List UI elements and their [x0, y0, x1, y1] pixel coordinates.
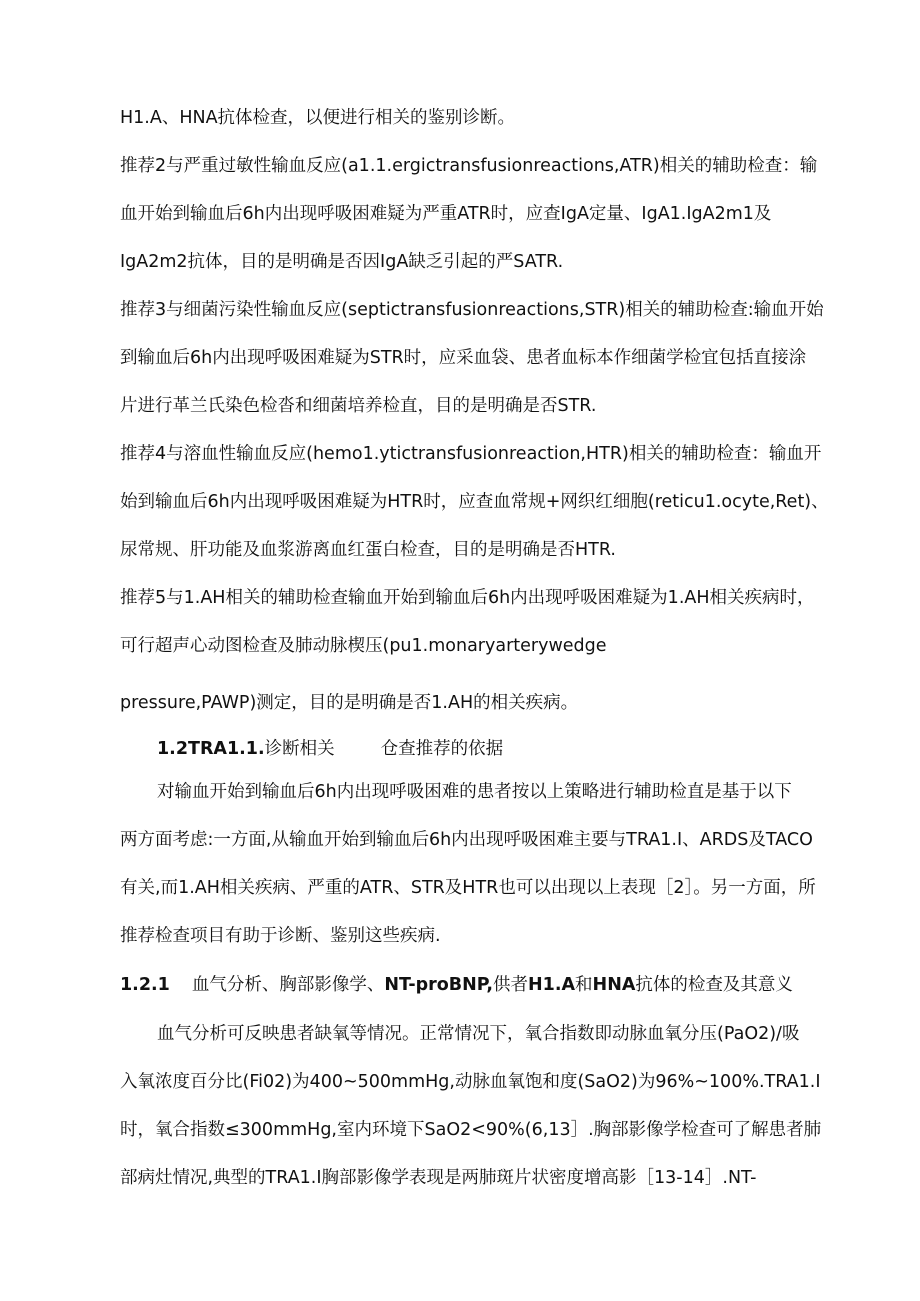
- paragraph-line: 血气分析可反映患者缺氧等情况。正常情况下，氧合指数即动脉血氧分压(PaO2)/吸: [157, 1024, 800, 1044]
- paragraph-line: 有关,而1.AH相关疾病、严重的ATR、STR及HTR也可以出现以上表现［2］。另一方面，所: [120, 878, 816, 898]
- paragraph-line: 部病灶情况,典型的TRA1.I胸部影像学表现是两肺斑片状密度增高影［13-14］.NT-: [120, 1168, 757, 1188]
- subsection-title-part: NT-proBNP,: [384, 975, 494, 995]
- paragraph-line: 两方面考虑:一方面,从输血开始到输血后6h内出现呼吸困难主要与TRA1.I、ARDS及TACO: [120, 830, 813, 850]
- paragraph-line: H1.A、HNA抗体检查，以便进行相关的鉴别诊断。: [120, 108, 516, 128]
- subsection-title-part: HNA: [592, 975, 636, 995]
- paragraph-line: 对输血开始到输血后6h内出现呼吸困难的患者按以上策略进行辅助检直是基于以下: [157, 782, 792, 802]
- section-title-part: 诊断相关: [264, 739, 335, 759]
- subsection-title-part: 血气分析、胸部影像学、: [191, 975, 385, 995]
- paragraph-line: 到输血后6h内出现呼吸困难疑为STR时，应采血袋、患者血标本作细菌学检宜包括直接涂: [120, 348, 807, 368]
- paragraph-line: 推荐4与溶血性输血反应(hemo1.ytictransfusionreaction,HTR)相关的辅助检查：输血开: [120, 444, 822, 464]
- paragraph-line: 时，氧合指数≤300mmHg,室内环境下SaO2<90%(6,13］.胸部影像学检查可了解患者肺: [120, 1120, 822, 1140]
- paragraph-line: 片进行革兰氏染色检沓和细菌培养检直，目的是明确是否STR.: [120, 396, 597, 416]
- section-title-part: 仓查推荐的依据: [380, 739, 504, 759]
- subsection-title-part: 和: [575, 975, 593, 995]
- paragraph-line: pressure,PAWP)测定，目的是明确是否1.AH的相关疾病。: [120, 693, 579, 713]
- paragraph-line: 入氧浓度百分比(Fi02)为400~500mmHg,动脉血氧饱和度(SaO2)为96%~100%.TRA1.I: [120, 1072, 821, 1092]
- paragraph-line: IgA2m2抗体，目的是明确是否因IgA缺乏引起的严SATR.: [120, 252, 564, 272]
- paragraph-line: 始到输血后6h内出现呼吸困难疑为HTR时，应查血常规+网织红细胞(reticu1.ocyte,Ret)、: [120, 492, 829, 512]
- paragraph-line: 推荐检查项目有助于诊断、鉴别这些疾病.: [120, 926, 441, 946]
- paragraph-line: 可行超声心动图检查及肺动脉楔压(pu1.monaryarterywedge: [120, 636, 607, 656]
- paragraph-line: 尿常规、肝功能及血浆游离血红蛋白检查，目的是明确是否HTR.: [120, 540, 616, 560]
- paragraph-line: 推荐3与细菌污染性输血反应(septictransfusionreactions,STR)相关的辅助检查:输血开始: [120, 300, 824, 320]
- paragraph-line: 推荐2与严重过敏性输血反应(a1.1.ergictransfusionreactions,ATR)相关的辅助检查：输: [120, 156, 818, 176]
- subsection-number: 1.2.1: [120, 975, 170, 995]
- subsection-heading: [120, 973, 793, 997]
- section-number: 1.2TRA1.1.: [157, 739, 265, 759]
- subsection-title-part: 抗体的检查及其意义: [635, 975, 793, 995]
- paragraph-line: 血开始到输血后6h内出现呼吸困难疑为严重ATR时，应查IgA定量、IgA1.IgA2m1及: [120, 204, 772, 224]
- section-heading: [157, 737, 503, 761]
- paragraph-line: 推荐5与1.AH相关的辅助检查输血开始到输血后6h内出现呼吸困难疑为1.AH相关疾病时，: [120, 588, 815, 608]
- subsection-title-part: 供者: [493, 975, 529, 995]
- subsection-title-part: H1.A: [528, 975, 576, 995]
